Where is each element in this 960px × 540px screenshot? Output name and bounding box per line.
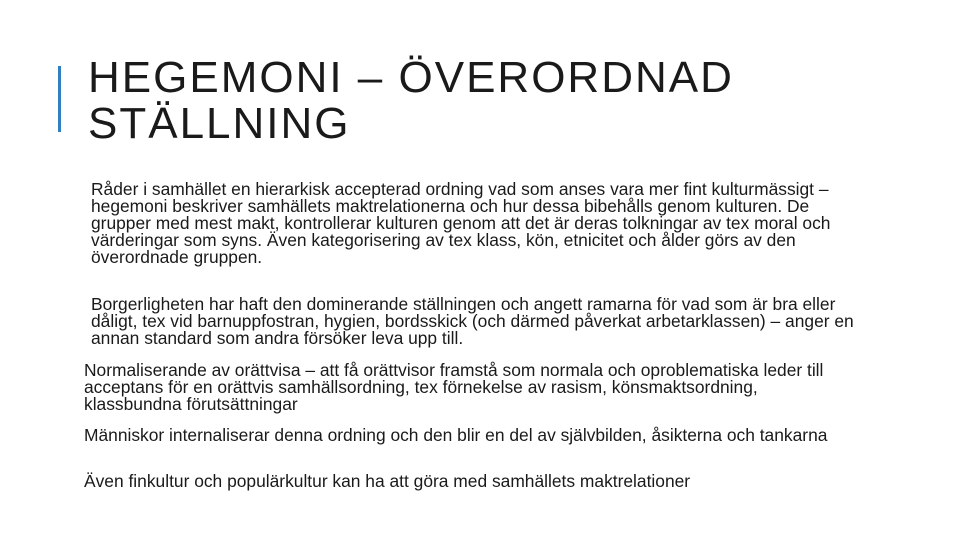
paragraph-internalization: Människor internaliserar denna ordning och den blir en del av självbilden, åsikterna och tankarna	[84, 425, 828, 445]
slide-title	[88, 55, 908, 147]
paragraph-culture: Även finkultur och populärkultur kan ha att göra med samhällets maktrelationer	[84, 471, 691, 491]
title-accent-bar	[58, 66, 61, 132]
paragraph-normalization: Normaliserande av orättvisa – att få orättvisor framstå som normala och oproblematiska leder till acceptans för en orättvis samhällsordning, tex förnekelse av rasism, könsmaktsordning, klassbundna förutsättningar	[84, 360, 824, 414]
paragraph-hierarchy: Råder i samhället en hierarkisk accepterad ordning vad som anses vara mer fint kulturmässigt – hegemoni beskriver samhällets maktrelationerna och hur dessa bibehålls genom kulturen. De grupper med mest makt, kontrollerar kulturen genom att det är deras tolkningar av tex moral och värderingar som syns. Även kategorisering av tex klass, kön, etnicitet och ålder görs av den överordnade gruppen.	[91, 179, 831, 267]
title-line-2: STÄLLNING	[88, 99, 351, 148]
title-line-1: HEGEMONI – ÖVERORDNAD	[88, 53, 734, 102]
paragraph-bourgeoisie: Borgerligheten har haft den dominerande ställningen och angett ramarna för vad som är bra eller dåligt, tex vid barnuppfostran, hygien, bordsskick (och därmed påverkat arbetarklassen) – anger en annan standard som andra försöker leva upp till.	[91, 294, 854, 348]
